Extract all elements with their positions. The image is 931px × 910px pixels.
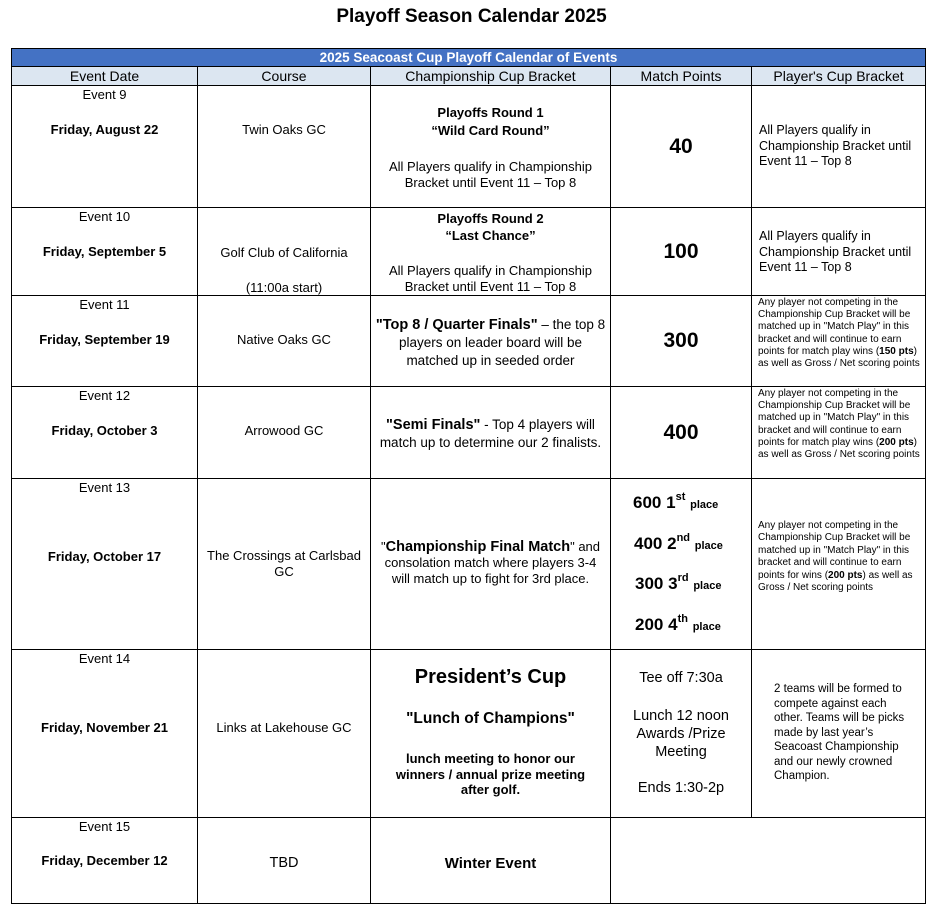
points-cell: [611, 296, 752, 387]
event-date-cell: [12, 479, 198, 650]
event-date-cell: [12, 208, 198, 296]
players-cup-points: 200 pts: [828, 569, 863, 581]
bracket-bold: "Semi Finals": [386, 417, 481, 433]
table-header-row: [12, 67, 926, 86]
players-cup-text: All Players qualify in Championship Bracket until Event 11 – Top 8: [759, 229, 912, 274]
bracket-subtitle: "Lunch of Champions": [406, 710, 575, 727]
event-date-cell: [12, 650, 198, 818]
points-cell: [611, 208, 752, 296]
bracket-note: lunch meeting to honor our winners / annual prize meeting after golf.: [395, 751, 586, 797]
place-suffix: th: [677, 613, 688, 625]
bracket-text: [375, 416, 606, 451]
bracket-title: Playoffs Round 2: [437, 211, 544, 226]
event-number: Event 15: [78, 819, 131, 834]
table-row-event-9: [12, 86, 926, 208]
table-row-event-13: [12, 479, 926, 650]
header-course: Course: [198, 67, 371, 86]
players-cup-text-c: ) as well as Gross / Net scoring points: [758, 436, 920, 461]
table-banner: 2025 Seacoast Cup Playoff Calendar of Events: [12, 49, 926, 67]
header-players-cup: Player's Cup Bracket: [752, 67, 926, 86]
points-cell: [611, 86, 752, 208]
points-cell: [611, 479, 752, 650]
place-word: place: [692, 621, 721, 633]
place-word: place: [693, 580, 722, 592]
course-cell: [198, 650, 371, 818]
match-points: 100: [663, 239, 699, 263]
calendar-table: [11, 48, 926, 904]
points-cell: [611, 650, 752, 818]
table-row-event-15: [12, 818, 926, 904]
schedule-tee-off: Tee off 7:30a: [639, 670, 723, 686]
bracket-subtitle: “Wild Card Round”: [431, 123, 550, 138]
table-row-event-14: [12, 650, 926, 818]
empty-cell: [611, 818, 926, 904]
course-cell: [198, 208, 371, 296]
event-date: Friday, August 22: [50, 122, 159, 137]
bracket-cell: [371, 818, 611, 904]
players-cup-cell: [752, 479, 926, 650]
event-date-cell: [12, 818, 198, 904]
place-word: place: [694, 540, 723, 552]
schedule-end: Ends 1:30-2p: [637, 780, 725, 796]
place-points-4: [635, 615, 721, 635]
players-cup-text-c: ) as well as Gross / Net scoring points: [758, 345, 920, 370]
course-cell: [198, 479, 371, 650]
bracket-title: Winter Event: [444, 855, 537, 872]
bracket-rest: " and consolation match where players 3-4 will match up to fight for 3rd place.: [384, 539, 601, 586]
bracket-title: President’s Cup: [414, 666, 567, 688]
course-name: Golf Club of California: [220, 245, 348, 260]
course-cell: [198, 296, 371, 387]
place-points-3: [635, 574, 721, 594]
place-word: place: [690, 499, 719, 511]
header-match-points: Match Points: [611, 67, 752, 86]
bracket-lead: ": [380, 539, 386, 554]
place-ordinal: 1: [666, 493, 676, 512]
players-cup-cell: [752, 650, 926, 818]
bracket-bold: Championship Final Match: [385, 539, 571, 555]
event-date-cell: [12, 296, 198, 387]
event-number: Event 10: [78, 209, 131, 224]
place-ordinal: 4: [668, 615, 678, 634]
place-points: 600: [633, 493, 662, 512]
table-row-event-11: [12, 296, 926, 387]
match-points: 400: [663, 420, 699, 444]
match-points: 40: [669, 134, 693, 158]
players-cup-cell: [752, 86, 926, 208]
bracket-cell: [371, 650, 611, 818]
event-date: Friday, September 5: [42, 244, 167, 259]
event-date: Friday, December 12: [41, 853, 168, 868]
place-points: 200: [635, 615, 664, 634]
players-cup-text-a: Any player not competing in the Championship Cup Bracket will be matched up in "Match Play" in this bracket and will continue to earn points for match play wins (: [758, 297, 911, 357]
course-name: TBD: [269, 855, 299, 871]
players-cup-text-a: Any player not competing in the Championship Cup Bracket will be matched up in "Match Play" in this bracket and will continue to earn points for match play wins (: [758, 388, 911, 448]
bracket-bold: "Top 8 / Quarter Finals": [375, 317, 538, 333]
page-title: Playoff Season Calendar 2025: [336, 6, 607, 27]
place-suffix: nd: [676, 532, 691, 544]
bracket-cell: [371, 86, 611, 208]
players-cup-text: [758, 297, 921, 370]
bracket-note: All Players qualify in Championship Bracket until Event 11 – Top 8: [388, 159, 593, 190]
event-date: Friday, October 3: [51, 423, 158, 438]
bracket-cell: [371, 387, 611, 479]
course-cell: [198, 387, 371, 479]
event-date: Friday, October 17: [47, 549, 162, 564]
header-event-date: Event Date: [12, 67, 198, 86]
place-points: 300: [635, 574, 664, 593]
course-cell: [198, 86, 371, 208]
players-cup-points: 200 pts: [879, 436, 914, 448]
players-cup-cell: [752, 296, 926, 387]
players-cup-text: 2 teams will be formed to compete against each other. Teams will be picks made by last year’s Seacoast Championship and our newly crowned Champion.: [774, 683, 905, 782]
players-cup-points: 150 pts: [879, 345, 914, 357]
points-cell: [611, 387, 752, 479]
bracket-text: [375, 316, 606, 370]
place-suffix: st: [675, 491, 686, 503]
table-row-event-10: [12, 208, 926, 296]
players-cup-cell: [752, 387, 926, 479]
players-cup-text: All Players qualify in Championship Bracket until Event 11 – Top 8: [759, 123, 912, 168]
players-cup-text-a: Any player not competing in the Championship Cup Bracket will be matched up in "Match Play" in this bracket and will continue to earn points for wins (: [758, 520, 911, 581]
event-number: Event 12: [78, 388, 131, 403]
schedule-lunch: Lunch 12 noon Awards /Prize Meeting: [633, 708, 729, 760]
course-cell: [198, 818, 371, 904]
players-cup-text: [758, 520, 921, 594]
place-points-2: [634, 534, 723, 554]
bracket-text: [375, 539, 606, 587]
match-points: 300: [663, 329, 699, 352]
bracket-cell: [371, 296, 611, 387]
bracket-cell: [371, 479, 611, 650]
event-date: Friday, September 19: [39, 332, 170, 347]
event-number: Event 14: [78, 651, 131, 666]
bracket-subtitle: “Last Chance”: [445, 228, 536, 243]
event-number: Event 13: [78, 480, 131, 495]
course-name: Links at Lakehouse GC: [216, 720, 352, 735]
place-ordinal: 2: [667, 534, 677, 553]
event-number: Event 9: [82, 87, 127, 102]
event-date-cell: [12, 86, 198, 208]
course-name: Arrowood GC: [244, 423, 324, 438]
players-cup-text: [758, 388, 921, 461]
table-row-event-12: [12, 387, 926, 479]
players-cup-cell: [752, 208, 926, 296]
place-suffix: rd: [677, 572, 689, 584]
place-ordinal: 3: [668, 574, 678, 593]
event-number: Event 11: [79, 297, 130, 312]
header-championship-bracket: Championship Cup Bracket: [371, 67, 611, 86]
event-date-cell: [12, 387, 198, 479]
course-note: (11:00a start): [245, 280, 323, 295]
event-date: Friday, November 21: [41, 720, 168, 735]
place-points-1: [633, 493, 718, 513]
bracket-cell: [371, 208, 611, 296]
course-name: The Crossings at Carlsbad GC: [207, 548, 361, 579]
bracket-rest: – the top 8 players on leader board will be matched up in seeded order: [398, 317, 606, 368]
bracket-title: Playoffs Round 1: [437, 105, 544, 120]
bracket-note: All Players qualify in Championship Bracket until Event 11 – Top 8: [388, 263, 593, 294]
course-name: Native Oaks GC: [237, 332, 331, 347]
players-cup-text-c: ) as well as Gross / Net scoring points: [758, 569, 913, 594]
table-banner-row: [12, 49, 926, 67]
course-name: Twin Oaks GC: [242, 122, 326, 137]
bracket-rest: - Top 4 players will match up to determine our 2 finalists.: [379, 417, 602, 450]
place-points: 400: [634, 534, 663, 553]
